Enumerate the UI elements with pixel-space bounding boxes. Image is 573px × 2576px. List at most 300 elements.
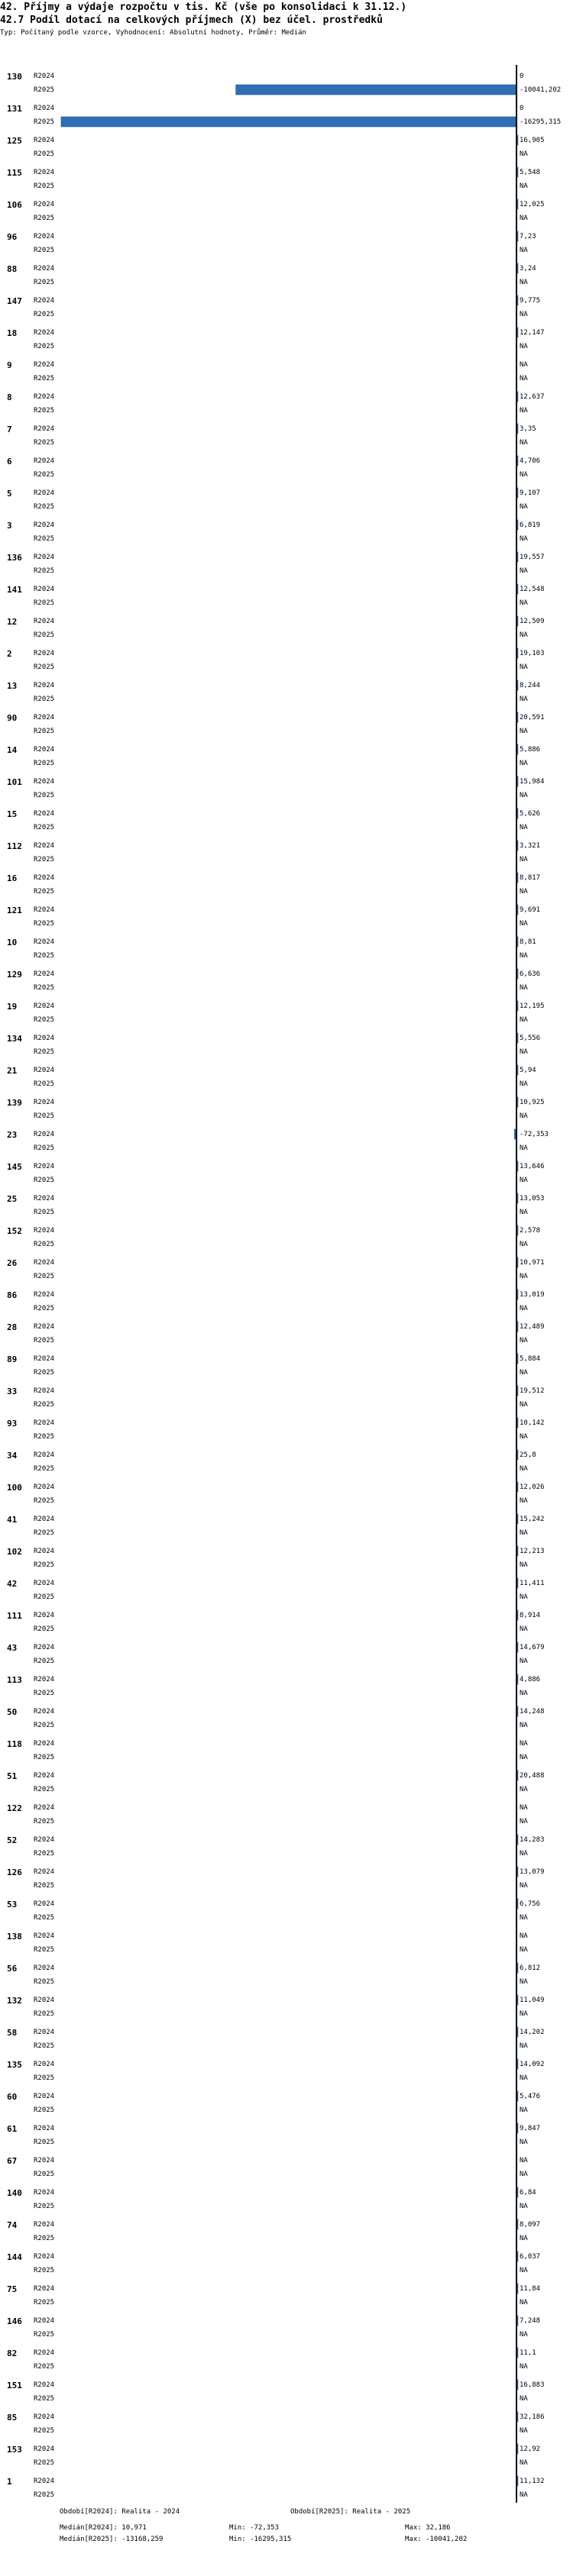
data-label-r2024: 8,817 (520, 874, 541, 882)
category-label: 86 (7, 1290, 18, 1300)
data-label-r2025: NA (520, 1978, 528, 1986)
series-label-r2025: R2025 (34, 984, 55, 992)
data-label-r2024: 6,756 (520, 1900, 541, 1908)
series-label-r2024: R2024 (34, 233, 55, 240)
data-label-r2025: NA (520, 760, 528, 767)
series-label-r2024: R2024 (34, 1002, 55, 1010)
series-label-r2024: R2024 (34, 73, 55, 80)
data-label-r2024: 8,097 (520, 2221, 541, 2229)
data-label-r2024: 12,637 (520, 393, 545, 401)
category-label: 74 (7, 2220, 18, 2230)
data-label-r2024: 11,049 (520, 1997, 545, 2004)
series-label-r2024: R2024 (34, 618, 55, 625)
series-label-r2024: R2024 (34, 521, 55, 529)
data-label-r2025: NA (520, 2203, 528, 2210)
category-label: 129 (7, 970, 22, 980)
data-label-r2024: 5,884 (520, 1355, 541, 1363)
data-label-r2024: 0 (520, 105, 524, 112)
chart-subtitle: 42.7 Podíl dotací na celkových příjmech (X) bez účel. prostředků (0, 15, 383, 26)
series-label-r2025: R2025 (34, 1978, 55, 1986)
series-label-r2024: R2024 (34, 2253, 55, 2261)
data-label-r2024: NA (520, 2157, 528, 2164)
data-label-r2025: NA (520, 535, 528, 543)
series-label-r2025: R2025 (34, 2331, 55, 2339)
category-label: 21 (7, 1066, 18, 1076)
data-label-r2024: 12,025 (520, 201, 545, 208)
series-label-r2025: R2025 (34, 920, 55, 928)
data-label-r2024: 4,706 (520, 457, 541, 465)
data-label-r2024: 2,578 (520, 1227, 541, 1235)
data-label-r2025: NA (520, 2427, 528, 2435)
data-label-r2025: NA (520, 1273, 528, 1280)
series-label-r2025: R2025 (34, 760, 55, 767)
series-label-r2025: R2025 (34, 2363, 55, 2371)
category-label: 113 (7, 1675, 22, 1685)
data-label-r2025: NA (520, 696, 528, 703)
data-label-r2025: NA (520, 1529, 528, 1537)
category-label: 34 (7, 1451, 18, 1461)
data-label-r2024: -72,353 (520, 1131, 549, 1138)
category-label: 138 (7, 1932, 22, 1942)
data-label-r2025: NA (520, 150, 528, 158)
data-label-r2025: NA (520, 1754, 528, 1761)
series-label-r2024: R2024 (34, 682, 55, 689)
data-label-r2024: 13,019 (520, 1291, 545, 1299)
series-label-r2024: R2024 (34, 425, 55, 433)
series-label-r2025: R2025 (34, 1754, 55, 1761)
series-label-r2025: R2025 (34, 631, 55, 639)
category-label: 111 (7, 1611, 22, 1621)
series-label-r2025: R2025 (34, 696, 55, 703)
data-label-r2025: NA (520, 1016, 528, 1024)
data-label-r2025: NA (520, 1465, 528, 1473)
category-label: 145 (7, 1162, 22, 1172)
category-label: 144 (7, 2252, 22, 2262)
series-label-r2024: R2024 (34, 650, 55, 657)
series-label-r2025: R2025 (34, 1016, 55, 1024)
category-label: 101 (7, 777, 22, 787)
series-label-r2024: R2024 (34, 778, 55, 786)
series-label-r2025: R2025 (34, 1305, 55, 1312)
series-label-r2025: R2025 (34, 856, 55, 864)
series-label-r2025: R2025 (34, 1914, 55, 1922)
data-label-r2024: 0 (520, 73, 524, 80)
data-label-r2024: 14,248 (520, 1708, 545, 1716)
max-2025-label: Max: -10041,202 (405, 2536, 468, 2543)
series-label-r2024: R2024 (34, 842, 55, 850)
data-label-r2025: NA (520, 2139, 528, 2146)
series-label-r2024: R2024 (34, 105, 55, 112)
series-label-r2024: R2024 (34, 2093, 55, 2100)
category-label: 100 (7, 1483, 22, 1493)
category-label: 89 (7, 1354, 18, 1364)
data-label-r2024: 10,925 (520, 1099, 545, 1106)
series-label-r2025: R2025 (34, 1273, 55, 1280)
series-label-r2025: R2025 (34, 2203, 55, 2210)
data-label-r2025: NA (520, 2106, 528, 2114)
category-label: 26 (7, 1258, 18, 1268)
category-label: 10 (7, 938, 18, 947)
series-label-r2025: R2025 (34, 1337, 55, 1344)
series-label-r2025: R2025 (34, 1850, 55, 1858)
series-label-r2025: R2025 (34, 2427, 55, 2435)
data-label-r2024: 19,557 (520, 554, 545, 561)
legend-period-2024: Období[R2024]: Realita - 2024 (60, 2508, 180, 2516)
series-label-r2025: R2025 (34, 1818, 55, 1825)
data-label-r2025: NA (520, 311, 528, 318)
series-label-r2024: R2024 (34, 554, 55, 561)
data-label-r2025: NA (520, 888, 528, 896)
series-label-r2025: R2025 (34, 182, 55, 190)
category-label: 140 (7, 2188, 22, 2198)
data-label-r2025: NA (520, 1433, 528, 1441)
category-label: 132 (7, 1996, 22, 2006)
data-label-r2025: NA (520, 1946, 528, 1954)
series-label-r2024: R2024 (34, 586, 55, 593)
category-label: 1 (7, 2477, 12, 2487)
series-label-r2024: R2024 (34, 2478, 55, 2485)
category-label: 152 (7, 1226, 22, 1236)
data-label-r2025: NA (520, 1914, 528, 1922)
series-label-r2024: R2024 (34, 2221, 55, 2229)
series-label-r2025: R2025 (34, 1048, 55, 1056)
series-label-r2025: R2025 (34, 1722, 55, 1729)
data-label-r2025: NA (520, 215, 528, 222)
data-label-r2024: 12,213 (520, 1548, 545, 1555)
data-label-r2024: 14,679 (520, 1644, 545, 1651)
series-label-r2025: R2025 (34, 1401, 55, 1409)
data-label-r2024: 13,079 (520, 1868, 545, 1876)
data-label-r2025: NA (520, 856, 528, 864)
data-label-r2024: 16,905 (520, 137, 545, 144)
category-label: 112 (7, 841, 22, 851)
bar-r2025 (236, 85, 516, 95)
series-label-r2025: R2025 (34, 2074, 55, 2082)
series-label-r2024: R2024 (34, 2189, 55, 2197)
series-label-r2024: R2024 (34, 1195, 55, 1202)
data-label-r2024: 9,107 (520, 489, 541, 497)
series-label-r2025: R2025 (34, 375, 55, 383)
data-label-r2025: NA (520, 1818, 528, 1825)
data-label-r2024: 6,812 (520, 1964, 541, 1972)
series-label-r2025: R2025 (34, 1690, 55, 1697)
category-label: 56 (7, 1964, 18, 1974)
data-label-r2024: 8,244 (520, 682, 541, 689)
category-label: 141 (7, 585, 22, 595)
category-label: 136 (7, 553, 22, 563)
data-label-r2024: 20,488 (520, 1772, 545, 1780)
series-label-r2025: R2025 (34, 311, 55, 318)
series-label-r2024: R2024 (34, 874, 55, 882)
series-label-r2025: R2025 (34, 1433, 55, 1441)
data-label-r2025: NA (520, 1241, 528, 1248)
series-label-r2024: R2024 (34, 265, 55, 273)
min-2025-label: Min: -16295,315 (229, 2536, 292, 2543)
data-label-r2024: 32,186 (520, 2413, 545, 2421)
category-label: 41 (7, 1515, 18, 1525)
data-label-r2025: NA (520, 2363, 528, 2371)
data-label-r2024: 8,81 (520, 938, 536, 946)
series-label-r2025: R2025 (34, 2171, 55, 2178)
category-label: 102 (7, 1547, 22, 1557)
series-label-r2024: R2024 (34, 1067, 55, 1074)
series-label-r2025: R2025 (34, 247, 55, 254)
category-label: 147 (7, 296, 22, 306)
category-label: 90 (7, 713, 18, 723)
series-label-r2024: R2024 (34, 938, 55, 946)
series-label-r2024: R2024 (34, 1548, 55, 1555)
data-label-r2024: 3,24 (520, 265, 536, 273)
category-label: 33 (7, 1386, 18, 1396)
series-label-r2025: R2025 (34, 343, 55, 350)
series-label-r2025: R2025 (34, 1080, 55, 1088)
data-label-r2025: -16295,315 (520, 118, 562, 126)
category-label: 3 (7, 521, 12, 531)
series-label-r2024: R2024 (34, 201, 55, 208)
data-label-r2025: NA (520, 1144, 528, 1152)
series-label-r2024: R2024 (34, 1259, 55, 1267)
data-label-r2025: NA (520, 1850, 528, 1858)
series-label-r2024: R2024 (34, 361, 55, 369)
category-label: 75 (7, 2284, 18, 2294)
series-label-r2024: R2024 (34, 906, 55, 914)
series-label-r2024: R2024 (34, 329, 55, 337)
data-label-r2024: 11,132 (520, 2478, 545, 2485)
series-label-r2025: R2025 (34, 2491, 55, 2499)
series-label-r2025: R2025 (34, 1497, 55, 1505)
series-label-r2024: R2024 (34, 1355, 55, 1363)
series-label-r2024: R2024 (34, 1997, 55, 2004)
data-label-r2025: NA (520, 471, 528, 479)
data-label-r2025: -10041,202 (520, 86, 562, 94)
series-label-r2024: R2024 (34, 1932, 55, 1940)
data-label-r2025: NA (520, 2267, 528, 2274)
category-label: 118 (7, 1739, 22, 1749)
min-2024-label: Min: -72,353 (229, 2524, 280, 2532)
series-label-r2024: R2024 (34, 169, 55, 176)
data-label-r2025: NA (520, 247, 528, 254)
data-label-r2024: 20,591 (520, 714, 545, 721)
data-label-r2025: NA (520, 631, 528, 639)
category-label: 96 (7, 232, 18, 242)
data-label-r2025: NA (520, 1786, 528, 1793)
category-label: 139 (7, 1098, 22, 1108)
series-label-r2024: R2024 (34, 1740, 55, 1748)
data-label-r2024: 19,512 (520, 1387, 545, 1395)
data-label-r2024: 8,914 (520, 1612, 541, 1619)
data-label-r2024: NA (520, 1932, 528, 1940)
series-label-r2024: R2024 (34, 1035, 55, 1042)
data-label-r2025: NA (520, 2235, 528, 2242)
median-2024-label: Medián[R2024]: 10,971 (60, 2524, 147, 2532)
series-label-r2024: R2024 (34, 137, 55, 144)
category-label: 5 (7, 489, 12, 499)
data-label-r2024: 3,321 (520, 842, 541, 850)
data-label-r2025: NA (520, 2074, 528, 2082)
data-label-r2024: 14,283 (520, 1836, 545, 1844)
data-label-r2024: 25,8 (520, 1451, 536, 1459)
category-label: 82 (7, 2348, 18, 2358)
data-label-r2024: 7,248 (520, 2317, 541, 2325)
category-label: 60 (7, 2092, 18, 2102)
data-label-r2025: NA (520, 1658, 528, 1665)
chart-title: 42. Příjmy a výdaje rozpočtu v tis. Kč (vše po konsolidaci k 31.12.) (0, 2, 407, 13)
data-label-r2025: NA (520, 2395, 528, 2403)
bar-r2025 (61, 117, 516, 127)
category-label: 43 (7, 1643, 18, 1653)
data-label-r2024: 6,84 (520, 2189, 536, 2197)
data-label-r2024: 5,556 (520, 1035, 541, 1042)
data-label-r2025: NA (520, 2459, 528, 2467)
series-label-r2024: R2024 (34, 970, 55, 978)
category-label: 106 (7, 200, 22, 210)
series-label-r2024: R2024 (34, 457, 55, 465)
data-label-r2024: NA (520, 1804, 528, 1812)
series-label-r2025: R2025 (34, 663, 55, 671)
series-label-r2025: R2025 (34, 2106, 55, 2114)
data-label-r2024: 12,509 (520, 618, 545, 625)
series-label-r2025: R2025 (34, 567, 55, 575)
data-label-r2025: NA (520, 1305, 528, 1312)
series-label-r2025: R2025 (34, 503, 55, 511)
series-label-r2024: R2024 (34, 746, 55, 754)
series-label-r2025: R2025 (34, 1658, 55, 1665)
series-label-r2025: R2025 (34, 2042, 55, 2050)
data-label-r2025: NA (520, 343, 528, 350)
series-label-r2025: R2025 (34, 888, 55, 896)
data-label-r2025: NA (520, 375, 528, 383)
series-label-r2025: R2025 (34, 1369, 55, 1377)
series-label-r2024: R2024 (34, 1387, 55, 1395)
data-label-r2025: NA (520, 1337, 528, 1344)
data-label-r2024: 9,775 (520, 297, 541, 305)
data-label-r2024: 14,092 (520, 2061, 545, 2068)
category-label: 126 (7, 1867, 22, 1877)
data-label-r2025: NA (520, 2010, 528, 2018)
category-label: 23 (7, 1130, 18, 1140)
data-label-r2024: 12,548 (520, 586, 545, 593)
series-label-r2024: R2024 (34, 1612, 55, 1619)
category-label: 13 (7, 681, 18, 691)
category-label: 67 (7, 2156, 18, 2166)
series-label-r2025: R2025 (34, 150, 55, 158)
category-label: 115 (7, 168, 22, 178)
series-label-r2024: R2024 (34, 1804, 55, 1812)
data-label-r2024: 12,026 (520, 1483, 545, 1491)
data-label-r2024: 16,883 (520, 2381, 545, 2389)
series-label-r2024: R2024 (34, 2061, 55, 2068)
series-label-r2025: R2025 (34, 2139, 55, 2146)
series-label-r2024: R2024 (34, 1227, 55, 1235)
data-label-r2024: 4,886 (520, 1676, 541, 1683)
series-label-r2025: R2025 (34, 407, 55, 415)
series-label-r2024: R2024 (34, 2445, 55, 2453)
category-label: 125 (7, 136, 22, 146)
data-label-r2024: 3,35 (520, 425, 536, 433)
series-label-r2024: R2024 (34, 1291, 55, 1299)
series-label-r2024: R2024 (34, 714, 55, 721)
category-label: 14 (7, 745, 18, 755)
data-label-r2024: 5,626 (520, 810, 541, 818)
data-label-r2024: 6,636 (520, 970, 541, 978)
data-label-r2025: NA (520, 1209, 528, 1216)
series-label-r2025: R2025 (34, 215, 55, 222)
series-label-r2025: R2025 (34, 952, 55, 960)
category-label: 130 (7, 72, 22, 82)
data-label-r2024: 11,411 (520, 1580, 545, 1587)
series-label-r2024: R2024 (34, 2349, 55, 2357)
series-label-r2025: R2025 (34, 1241, 55, 1248)
category-label: 53 (7, 1900, 18, 1909)
data-label-r2025: NA (520, 2331, 528, 2339)
data-label-r2025: NA (520, 1497, 528, 1505)
data-label-r2024: 9,691 (520, 906, 541, 914)
category-label: 153 (7, 2445, 22, 2455)
series-label-r2024: R2024 (34, 1099, 55, 1106)
data-label-r2025: NA (520, 792, 528, 799)
category-label: 131 (7, 104, 22, 114)
data-label-r2025: NA (520, 1690, 528, 1697)
series-label-r2025: R2025 (34, 792, 55, 799)
data-label-r2025: NA (520, 599, 528, 607)
data-label-r2025: NA (520, 824, 528, 831)
data-label-r2025: NA (520, 439, 528, 447)
series-label-r2025: R2025 (34, 471, 55, 479)
data-label-r2025: NA (520, 2491, 528, 2499)
category-label: 50 (7, 1707, 18, 1717)
data-label-r2024: 10,142 (520, 1419, 545, 1427)
data-label-r2024: 13,646 (520, 1163, 545, 1170)
series-label-r2025: R2025 (34, 2267, 55, 2274)
category-label: 61 (7, 2124, 18, 2134)
data-label-r2025: NA (520, 503, 528, 511)
data-label-r2024: 5,94 (520, 1067, 536, 1074)
data-label-r2024: 12,489 (520, 1323, 545, 1331)
series-label-r2024: R2024 (34, 2381, 55, 2389)
category-label: 121 (7, 905, 22, 915)
data-label-r2025: NA (520, 2299, 528, 2306)
series-label-r2024: R2024 (34, 1163, 55, 1170)
data-label-r2025: NA (520, 1048, 528, 1056)
data-label-r2025: NA (520, 1112, 528, 1120)
series-label-r2025: R2025 (34, 1529, 55, 1537)
data-label-r2025: NA (520, 567, 528, 575)
series-label-r2025: R2025 (34, 1209, 55, 1216)
series-label-r2024: R2024 (34, 1131, 55, 1138)
series-label-r2025: R2025 (34, 86, 55, 94)
data-label-r2025: NA (520, 1369, 528, 1377)
series-label-r2025: R2025 (34, 439, 55, 447)
chart-meta: Typ: Počítaný podle vzorce, Vyhodnocení: Absolutní hodnoty, Průměr: Medián (0, 29, 306, 37)
category-label: 2 (7, 649, 12, 659)
series-label-r2025: R2025 (34, 728, 55, 735)
series-label-r2025: R2025 (34, 2235, 55, 2242)
category-label: 58 (7, 2028, 18, 2038)
category-label: 134 (7, 1034, 22, 1044)
series-label-r2025: R2025 (34, 1593, 55, 1601)
category-label: 15 (7, 809, 18, 819)
data-label-r2024: NA (520, 1740, 528, 1748)
series-label-r2024: R2024 (34, 1580, 55, 1587)
data-label-r2024: 9,847 (520, 2125, 541, 2132)
series-label-r2024: R2024 (34, 1451, 55, 1459)
data-label-r2025: NA (520, 1080, 528, 1088)
data-label-r2024: NA (520, 361, 528, 369)
category-label: 51 (7, 1771, 18, 1781)
series-label-r2025: R2025 (34, 1177, 55, 1184)
series-label-r2025: R2025 (34, 824, 55, 831)
category-label: 88 (7, 264, 18, 274)
